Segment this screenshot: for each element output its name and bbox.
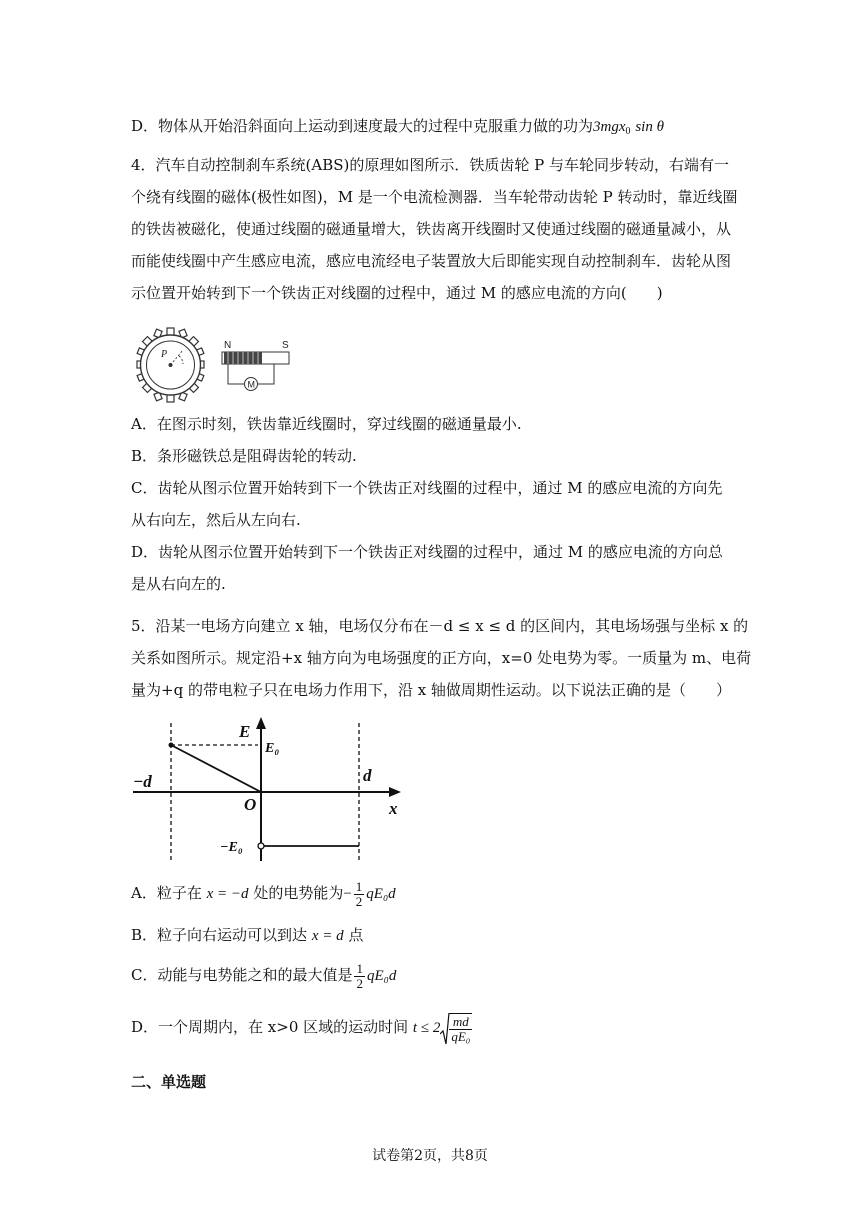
fraction-numerator: md (449, 1015, 472, 1030)
section-heading: 二、单选题 (131, 1073, 207, 1091)
abs-figure (131, 326, 301, 404)
e-field-graph (131, 715, 411, 865)
fraction-denominator: qE₀ (451, 1029, 471, 1044)
q5-option-c-fraction (354, 962, 365, 991)
q5-option-c-prefix: C．动能与电势能之和的最大值是 (131, 966, 353, 984)
e-axis-label: E (239, 722, 251, 741)
gear-icon (137, 328, 204, 402)
q3-option-d-sub: 0 (625, 126, 631, 137)
fraction-numerator: 1 (356, 960, 363, 976)
magnet-s-label: S (282, 340, 289, 351)
q4-option-a: A．在图示时刻，铁齿靠近线圈时，穿过线圈的磁通量最小. (131, 415, 522, 433)
sqrt-radical (440, 1011, 474, 1046)
page-footer: 试卷第2页，共8页 (372, 1148, 488, 1164)
q5-option-b-suffix: 点 (348, 926, 364, 944)
neg-d-label: −d (133, 772, 152, 791)
q5-option-a-sign: − (343, 886, 352, 902)
gear-label: P (161, 349, 168, 360)
q5-option-a-cond: x = −d (206, 886, 249, 902)
q5-option-d-prefix: D．一个周期内，在 x>0 区域的运动时间 (131, 1018, 409, 1036)
q4-option-c: C．齿轮从图示位置开始转到下一个铁齿正对线圈的过程中，通过 M 的感应电流的方向先 (131, 479, 723, 497)
q4-stem-line: 个绕有线圈的磁体(极性如图)，M 是一个电流检测器．当车轮带动齿轮 P 转动时，靠近线圈 (131, 188, 738, 206)
q5-option-a-fraction (354, 880, 365, 909)
q4-stem-line: 而能使线圈中产生感应电流，感应电流经电子装置放大后即能实现自动控制刹车．齿轮从图 (131, 252, 732, 270)
q5-option-b-cond: x = d (311, 928, 344, 944)
q5-stem-line: 关系如图所示。规定沿+x 轴方向为电场强度的正方向，x=0 处电势为零。一质量为 m、电荷 (131, 649, 752, 667)
q5-option-b (131, 925, 363, 946)
q4-stem-line: 的铁齿被磁化，使通过线圈的磁通量增大，铁齿离开线圈时又使通过线圈的磁通量减小，从 (131, 220, 732, 238)
e0-label: E₀ (265, 741, 280, 756)
q5-option-b-prefix: B．粒子向右运动可以到达 (131, 926, 308, 944)
q5-option-d-lhs: t ≤ 2 (412, 1020, 441, 1036)
q4-stem-line: 示位置开始转到下一个铁齿正对线圈的过程中，通过 M 的感应电流的方向( ) (131, 284, 663, 302)
q5-option-a-mid: 处的电势能为 (253, 884, 344, 902)
q3-option-d-expr: 3mgx (593, 119, 626, 135)
origin-label: O (244, 795, 257, 814)
q5-option-c-expr: qE₀d (366, 968, 397, 984)
q4-option-b: B．条形磁铁总是阻碍齿轮的转动. (131, 447, 357, 465)
fraction-denominator: 2 (355, 893, 363, 909)
x-axis-label: x (389, 799, 398, 818)
meter-label: M (247, 379, 255, 390)
q5-option-d-fraction (449, 1013, 472, 1044)
q3-option-d (131, 116, 664, 142)
q5-option-a-prefix: A．粒子在 (131, 884, 202, 902)
q5-option-c (131, 960, 396, 991)
q5-stem-line: 5．沿某一电场方向建立 x 轴，电场仅分布在－d ≤ x ≤ d 的区间内，其电场场强与坐标 x 的 (131, 617, 749, 635)
neg-e0-label: −E₀ (220, 840, 243, 855)
fraction-numerator: 1 (355, 878, 363, 894)
q4-option-d-cont: 是从右向左的. (131, 575, 226, 593)
q3-option-d-text: D．物体从开始沿斜面向上运动到速度最大的过程中克服重力做的功为 (131, 117, 594, 135)
q5-option-d (131, 1010, 474, 1046)
q3-option-d-suffix: sin θ (635, 119, 664, 135)
d-label: d (363, 766, 372, 785)
q5-option-a (131, 878, 396, 909)
q5-stem-line: 量为+q 的带电粒子只在电场力作用下，沿 x 轴做周期性运动。以下说法正确的是（ ） (131, 681, 731, 699)
q4-option-c-cont: 从右向左，然后从左向右. (131, 511, 301, 529)
q4-stem-line: 4．汽车自动控制刹车系统(ABS)的原理如图所示．铁质齿轮 P 与车轮同步转动，右端有一 (131, 156, 730, 174)
magnet-n-label: N (224, 340, 232, 351)
q4-option-d: D．齿轮从图示位置开始转到下一个铁齿正对线圈的过程中，通过 M 的感应电流的方向总 (131, 543, 723, 561)
q5-option-a-expr: qE₀d (366, 886, 396, 902)
fraction-denominator: 2 (356, 975, 363, 991)
magnet-coil (222, 340, 289, 391)
